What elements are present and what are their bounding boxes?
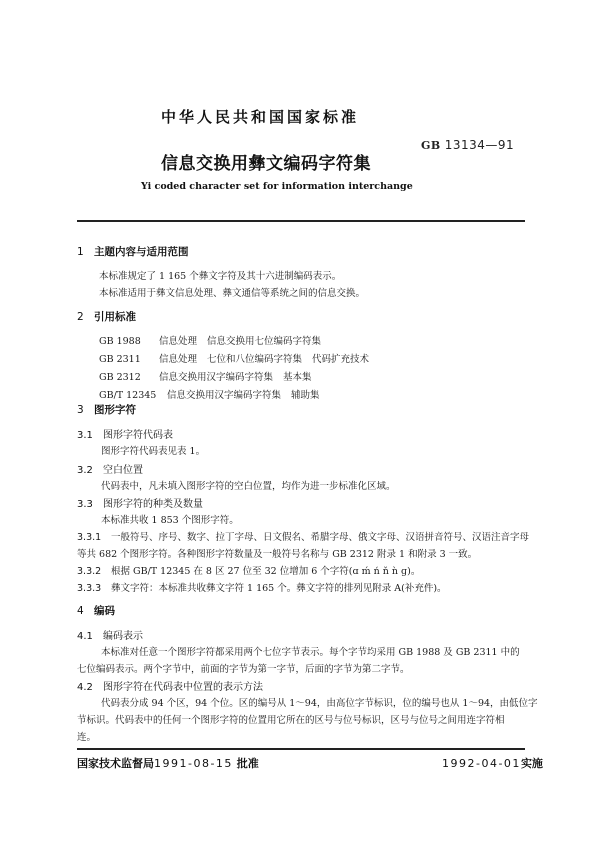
reference-item: GB 2311 信息处理 七位和八位编码字符集 代码扩充技术 [99, 354, 370, 365]
section-4-1-line-2: 七位编码表示。两个字节中，前面的字节为第一字节，后面的字节为第二字节。 [77, 664, 410, 675]
document-title-english: Yi coded character set for information interchange [141, 181, 413, 192]
gb-prefix: GB [421, 139, 441, 152]
section-3-3-1-line-1: 3.3.1 一般符号、序号、数字、拉丁字母、日文假名、希腊字母、俄文字母、汉语拼音符号、汉语注音字母 [77, 532, 530, 543]
section-3-3-1-line-2: 等共 682 个图形字符。各种图形字符数量及一般符号名称与 GB 2312 附录 1 和附录 3 一致。 [77, 549, 478, 560]
reference-item: GB 1988 信息处理 信息交换用七位编码字符集 [99, 336, 322, 347]
section-3-2-heading: 3.2 空白位置 [77, 465, 143, 476]
document-title-chinese: 信息交换用彝文编码字符集 [161, 154, 371, 174]
section-3-2-text: 代码表中，凡未填入图形字符的空白位置，均作为进一步标准化区域。 [101, 481, 396, 492]
section-3-1-heading: 3.1 图形字符代码表 [77, 430, 173, 441]
footer-divider [77, 748, 525, 750]
approver: 国家技术监督局 [77, 757, 154, 770]
section-3-3-text: 本标准共收 1 853 个图形字符。 [101, 515, 239, 526]
section-4-1-line-1: 本标准对任意一个图形字符都采用两个七位字节表示。每个字节均采用 GB 1988 及 GB 2311 中的 [101, 647, 520, 658]
approval-info [77, 755, 259, 771]
section-4-2-line-1: 代码表分成 94 个区，94 个位。区的编号从 1～94，由高位字节标识，位的编号也从 1～94，由低位字 [101, 698, 538, 709]
approve-date: 1991-08-15 [154, 757, 233, 770]
section-1-paragraph-2: 本标准适用于彝文信息处理、彝文通信等系统之间的信息交换。 [99, 288, 366, 299]
section-3-3-3: 3.3.3 彝文字符：本标准共收彝文字符 1 165 个。彝文字符的排列见附录 A(补充件)。 [77, 583, 447, 594]
effective-info [442, 755, 543, 771]
approve-label: 批准 [236, 757, 259, 770]
section-4-2-line-2: 节标识。代码表中的任何一个图形字符的位置用它所在的区号与位号标识，区号与位号之间用连字符相 [77, 715, 505, 726]
standard-number [421, 138, 514, 152]
header-divider [77, 220, 525, 222]
effective-label: 实施 [520, 757, 543, 770]
section-4-1-heading: 4.1 编码表示 [77, 631, 143, 642]
section-4-heading: 4 编码 [77, 605, 115, 617]
section-1-paragraph-1: 本标准规定了 1 165 个彝文字符及其十六进制编码表示。 [99, 271, 342, 282]
effective-date: 1992-04-01 [442, 757, 521, 770]
section-3-3-2: 3.3.2 根据 GB/T 12345 在 8 区 27 位至 32 位增加 6 个字符(ɑ ḿ ń ň ǹ ɡ)。 [77, 566, 421, 577]
section-3-3-heading: 3.3 图形字符的种类及数量 [77, 499, 203, 510]
section-1-heading: 1 主题内容与适用范围 [77, 246, 189, 258]
reference-item: GB 2312 信息交换用汉字编码字符集 基本集 [99, 372, 312, 383]
section-2-heading: 2 引用标准 [77, 311, 136, 323]
section-4-2-line-3: 连。 [77, 732, 97, 743]
section-3-1-text: 图形字符代码表见表 1。 [101, 446, 206, 457]
reference-item: GB/T 12345 信息交换用汉字编码字符集 辅助集 [99, 390, 320, 401]
national-standard-heading: 中华人民共和国国家标准 [161, 108, 360, 126]
section-4-2-heading: 4.2 图形字符在代码表中位置的表示方法 [77, 682, 263, 693]
gb-number: 13134—91 [444, 138, 515, 152]
section-3-heading: 3 图形字符 [77, 404, 136, 416]
